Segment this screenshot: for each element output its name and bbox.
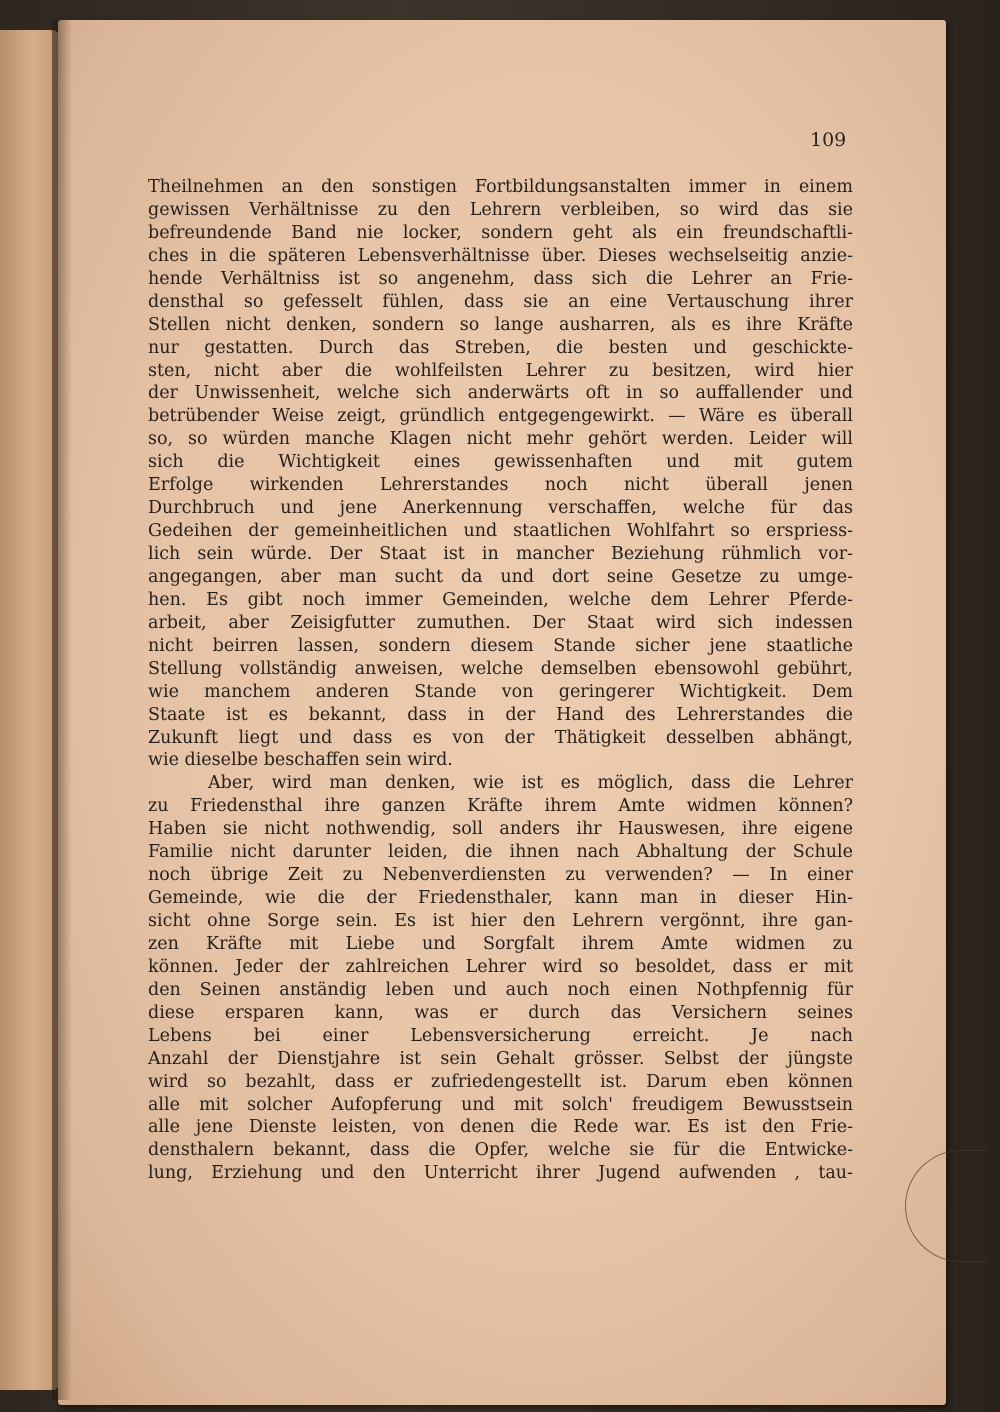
text-line: den Seinen anständig leben und auch noch einen Nothpfennig für: [148, 979, 853, 1000]
text-line: angegangen, aber man sucht da und dort seine Gesetze zu umge-: [148, 566, 853, 587]
text-line: hen. Es gibt noch immer Gemeinden, welche dem Lehrer Pferde-: [148, 589, 853, 610]
text-line: betrübender Weise zeigt, gründlich entgegengewirkt. — Wäre es überall: [148, 406, 853, 427]
text-line: Aber, wird man denken, wie ist es möglich, dass die Lehrer: [208, 773, 853, 794]
text-line: wird so bezahlt, dass er zufriedengestellt ist. Darum eben können: [148, 1071, 853, 1092]
text-line: Staate ist es bekannt, dass in der Hand des Lehrerstandes die: [148, 704, 853, 725]
text-line: Zukunft liegt und dass es von der Thätigkeit desselben abhängt,: [148, 727, 853, 748]
text-line: Erfolge wirkenden Lehrerstandes noch nicht überall jenen: [148, 475, 853, 496]
text-line: lich sein würde. Der Staat ist in mancher Beziehung rühmlich vor-: [148, 544, 853, 564]
text-line: nur gestatten. Durch das Streben, die besten und geschickte-: [148, 337, 853, 358]
text-line: nicht beirren lassen, sondern diesem Stande sicher jene staatliche: [148, 635, 853, 656]
text-line: sten, nicht aber die wohlfeilsten Lehrer zu besitzen, wird hier: [148, 360, 853, 381]
text-line: Haben sie nicht nothwendig, soll anders ihr Hauswesen, ihre eigene: [148, 819, 853, 840]
text-line: Familie nicht darunter leiden, die ihnen nach Abhaltung der Schule: [148, 842, 853, 863]
text-line: Durchbruch und jene Anerkennung verschaffen, welche für das: [148, 498, 853, 519]
text-line: zu Friedensthal ihre ganzen Kräfte ihrem Amte widmen können?: [148, 796, 853, 817]
text-line: densthal so gefesselt fühlen, dass sie an eine Vertauschung ihrer: [148, 291, 853, 312]
body-text: [148, 176, 853, 1185]
text-line: so, so würden manche Klagen nicht mehr gehört werden. Leider will: [148, 429, 853, 450]
text-line: diese ersparen kann, was er durch das Versichern seines: [148, 1002, 853, 1023]
text-line: alle jene Dienste leisten, von denen die Rede war. Es ist den Frie-: [148, 1117, 853, 1138]
text-line: Stellen nicht denken, sondern so lange ausharren, als es ihre Kräfte: [148, 314, 853, 335]
gutter-shadow: [52, 20, 72, 1400]
page-number: 109: [810, 129, 847, 151]
text-line: hende Verhältniss ist so angenehm, dass sich die Lehrer an Frie-: [148, 268, 853, 289]
text-line: der Unwissenheit, welche sich anderwärts oft in so auffallender und: [148, 383, 853, 404]
text-line: Lebens bei einer Lebensversicherung erreicht. Je nach: [148, 1025, 853, 1046]
text-line: Gedeihen der gemeinheitlichen und staatlichen Wohlfahrt so erspriess-: [148, 521, 853, 542]
text-line: arbeit, aber Zeisigfutter zumuthen. Der Staat wird sich indessen: [148, 612, 853, 633]
text-line: wie manchem anderen Stande von geringerer Wichtigkeit. Dem: [148, 681, 853, 702]
text-line: densthalern bekannt, dass die Opfer, welche sie für die Entwicke-: [148, 1140, 853, 1161]
text-line: Gemeinde, wie die der Friedensthaler, kann man in dieser Hin-: [148, 888, 853, 909]
text-line: Theilnehmen an den sonstigen Fortbildungsanstalten immer in einem: [148, 177, 853, 197]
text-line: sich die Wichtigkeit eines gewissenhaften und mit gutem: [148, 452, 853, 473]
text-line: ches in die späteren Lebensverhältnisse über. Dieses wechselseitig anzie-: [148, 245, 853, 266]
text-line: zen Kräfte mit Liebe und Sorgfalt ihrem Amte widmen zu: [148, 933, 853, 954]
text-line: Anzahl der Dienstjahre ist sein Gehalt grösser. Selbst der jüngste: [148, 1048, 853, 1069]
text-line: lung, Erziehung und den Unterricht ihrer Jugend aufwenden , tau-: [148, 1163, 853, 1184]
text-line: befreundende Band nie locker, sondern geht als ein freundschaftli-: [148, 222, 853, 243]
text-line: noch übrige Zeit zu Nebenverdiensten zu verwenden? — In einer: [148, 865, 853, 886]
text-line: wie dieselbe beschaffen sein wird.: [148, 750, 453, 771]
previous-page-edge: [0, 30, 60, 1390]
text-line: sicht ohne Sorge sein. Es ist hier den Lehrern vergönnt, ihre gan-: [148, 911, 853, 931]
text-line: gewissen Verhältnisse zu den Lehrern verbleiben, so wird das sie: [148, 199, 853, 220]
text-line: alle mit solcher Aufopferung und mit solch' freudigem Bewusstsein: [148, 1094, 853, 1115]
text-line: können. Jeder der zahlreichen Lehrer wird so besoldet, dass er mit: [148, 956, 853, 977]
text-line: Stellung vollständig anweisen, welche demselben ebensowohl gebührt,: [148, 658, 853, 679]
